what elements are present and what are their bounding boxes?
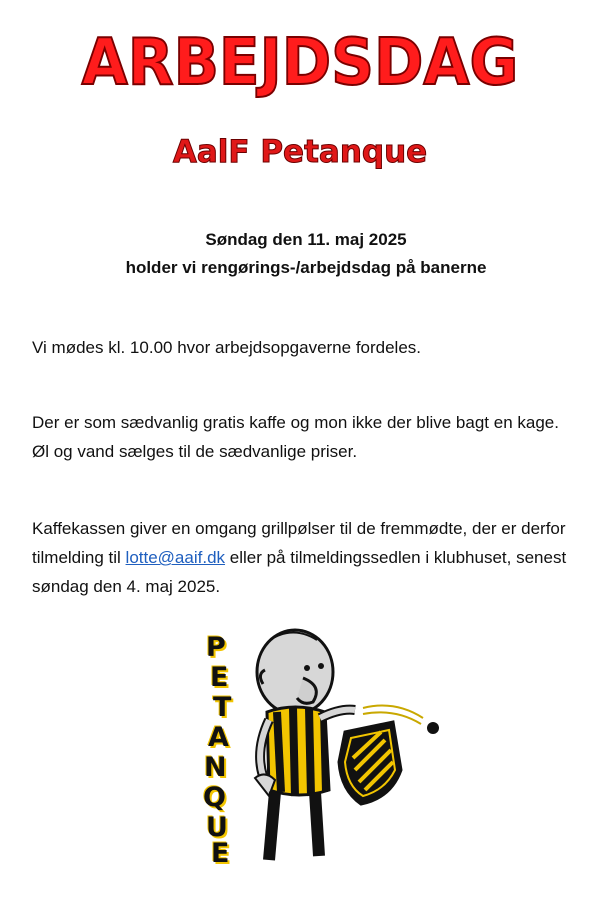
meeting-paragraph: Vi mødes kl. 10.00 hvor arbejdsopgaverne fordeles.: [32, 338, 422, 357]
registration-text-after: eller på tilmeldingssedlen i klubhuset, senest søndag den 4. maj 2025.: [32, 548, 567, 596]
page-title: ARBEJDSDAG: [81, 26, 519, 100]
registration-text-before: Kaffekassen giver en omgang grillpølser til de fremmødte, der er derfor tilmelding til: [32, 519, 566, 567]
club-subtitle: AalF Petanque: [172, 134, 428, 170]
refreshments-paragraph: Der er som sædvanlig gratis kaffe og mon ikke der blive bagt en kage. Øl og vand sælges til de sædvanlige priser.: [32, 413, 559, 461]
logo-letter: N: [204, 752, 227, 783]
registration-paragraph: [32, 514, 572, 601]
logo-letter: P: [206, 632, 226, 663]
player-body-icon: [255, 707, 355, 860]
logo-letter: U: [206, 812, 228, 843]
event-date-block: [0, 226, 600, 282]
player-head-icon: [257, 630, 333, 714]
petanque-player-illustration: [195, 620, 455, 870]
logo-letter: E: [210, 662, 229, 693]
logo-letter: E: [211, 838, 230, 869]
logo-letter: A: [208, 722, 229, 753]
email-link[interactable]: lotte@aaif.dk: [125, 548, 226, 567]
club-shield-icon: [339, 722, 401, 804]
event-date: Søndag den 11. maj 2025: [205, 230, 407, 249]
logo-letter: T: [213, 692, 232, 723]
logo-letter: Q: [203, 782, 226, 813]
event-purpose: holder vi rengørings-/arbejdsdag på banerne: [125, 258, 487, 277]
